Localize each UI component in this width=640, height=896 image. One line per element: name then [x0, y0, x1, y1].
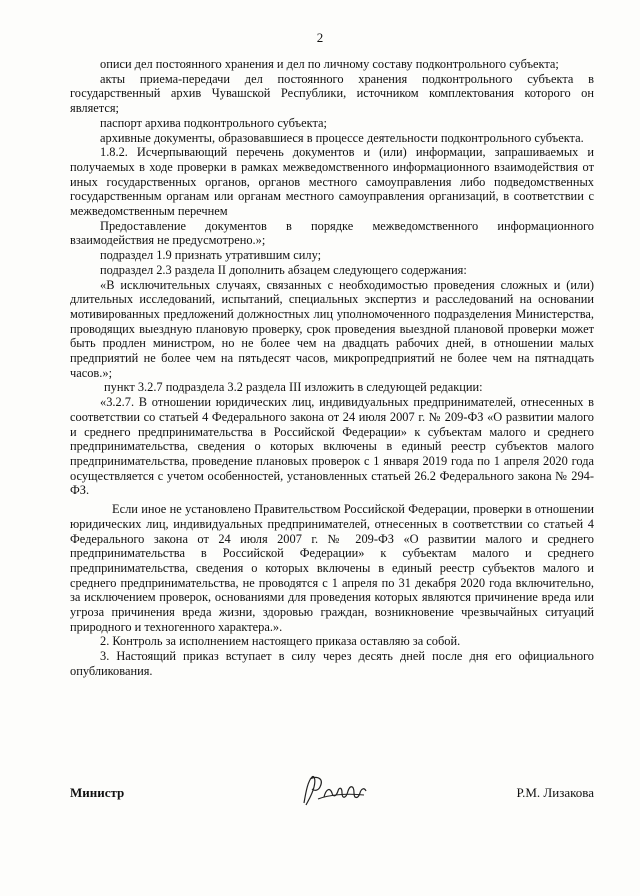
- signatory-title: Министр: [70, 785, 125, 800]
- document-body: [70, 57, 594, 679]
- paragraph: подраздел 2.3 раздела II дополнить абзацем следующего содержания:: [100, 262, 467, 277]
- quoted-paragraph: «3.2.7. В отношении юридических лиц, индивидуальных предпринимателей, отнесенных в соответствии со статьей 4 Федерального закона от 24 июля 2007 г. № 209-ФЗ «О развитии малого и среднего предпринимательства в Российской Федерации» к субъектам малого и среднего предпринимательства, сведения о которых включены в единый реестр субъектов малого предпринимательства, проведение плановых проверок с 1 января 2019 года по 1 апреля 2020 года осуществляется с учетом особенностей, установленных статьей 26.2 Федерального закона № 294-ФЗ.: [70, 395, 594, 498]
- paragraph: паспорт архива подконтрольного субъекта;: [100, 115, 327, 130]
- paragraph: архивные документы, образовавшиеся в процессе деятельности подконтрольного субъекта.: [100, 130, 584, 145]
- paragraph: акты приема-передачи дел постоянного хранения подконтрольного субъекта в государственный архив Чувашской Республики, источником комплектования которого он является;: [70, 71, 594, 116]
- handwritten-signature: [298, 769, 372, 813]
- paragraph: пункт 3.2.7 подраздела 3.2 раздела III изложить в следующей редакции:: [104, 380, 483, 395]
- paragraph: 2. Контроль за исполнением настоящего приказа оставляю за собой.: [100, 634, 461, 649]
- paragraph: Предоставление документов в порядке межведомственного информационного взаимодействия не предусмотрено.»;: [70, 218, 594, 248]
- paragraph: Если иное не установлено Правительством Российской Федерации, проверки в отношении юридических лиц, индивидуальных предпринимателей, отнесенных в соответствии со статьей 4 Федерального закона от 24 июля 2007 г. № 209-ФЗ «О развитии малого и среднего предпринимательства в Российской Федерации» к субъектам малого и среднего предпринимательства, сведения о которых включены в единый реестр субъектов малого и среднего предпринимательства, не проводятся с 1 апреля по 31 декабря 2020 года включительно, за исключением проверок, основаниями для проведения которых являются причинение вреда или угроза причинения вреда жизни, здоровью граждан, возникновение чрезвычайных ситуаций природного и техногенного характера.».: [70, 502, 594, 634]
- quoted-paragraph: «В исключительных случаях, связанных с необходимостью проведения сложных и (или) длительных исследований, испытаний, специальных экспертиз и расследований на основании мотивированных предложений должностных лиц уполномоченного подразделения Министерства, проводящих выездную плановую проверку, срок проведения выездной плановой проверки может быть продлен министром, но не более чем на двадцать рабочих дней, в отношении малых предприятий не более чем на пятьдесят часов, микропредприятий не более чем на пятнадцать часов.»;: [70, 277, 594, 380]
- paragraph: подраздел 1.9 признать утратившим силу;: [100, 248, 322, 263]
- paragraph: 1.8.2. Исчерпывающий перечень документов и (или) информации, запрашиваемых и получаемых в ходе проверки в рамках межведомственного информационного взаимодействия от иных государственных органов, органов местного самоуправления либо подведомственных государственным органам или органам местного самоуправления организаций, в соответствии с межведомственным перечнем: [70, 145, 594, 219]
- paragraph: описи дел постоянного хранения и дел по личному составу подконтрольного субъекта;: [100, 57, 559, 71]
- paragraph: 3. Настоящий приказ вступает в силу через десять дней после дня его официального опубликования.: [70, 649, 594, 678]
- page-number: 2: [316, 30, 324, 45]
- signature-block: [70, 775, 594, 825]
- signatory-name: Р.М. Лизакова: [516, 785, 594, 800]
